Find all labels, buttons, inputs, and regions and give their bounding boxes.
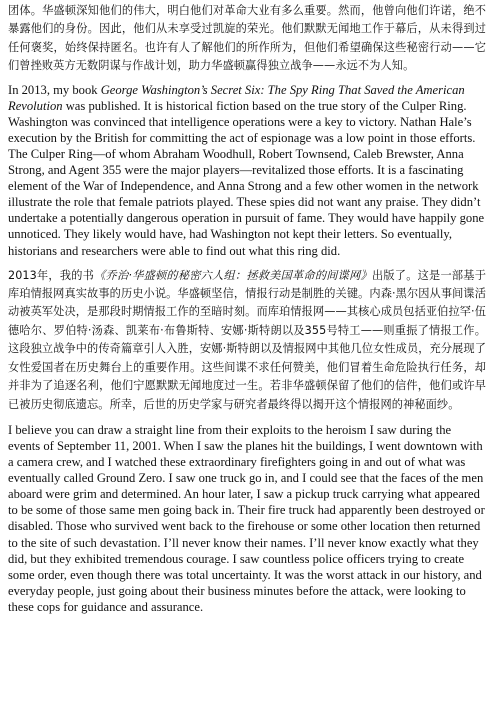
book-title-english: George Washington’s Secret Six: The Spy Ring That Saved the American Revolution bbox=[8, 82, 465, 113]
cn-book-text-before: 2013年，我的书 bbox=[8, 268, 95, 282]
english-paragraph-september-11: I believe you can draw a straight line from their exploits to the heroism I saw during the events of September 11, 2001. When I saw the planes hit the buildings, I went downtown with a camera crew, and I watched these extraordinary firefighters going in and out of what was eventually called Ground Zero. I saw one truck go in, and I could see that the faces of the men aboard were grim and determined. An hour later, I saw a pickup truck carrying what appeared to be some of those same men going back in. Their fire truck had apparently been destroyed or disabled. Those who survived went back to the firehouse or some other location then returned to the site of such devastation. I’ll never know their names. I’ll never know exactly what they did, but they exhibited tremendous courage. I saw countless police officers trying to create some order, even though there was total uncertainty. It was the worst attack in our history, and everyday people, just going about their business minutes before the attack, were looking to these cops for guidance and assurance. bbox=[8, 422, 485, 614]
document-page bbox=[8, 0, 486, 615]
book-text-after: was published. It is historical fiction based on the true story of the Culper Ring. Washington was convinced that intelligence operations were a key to victory. Nathan Hale’s execution by the British for committing the act of espionage was a low point in those efforts. The Culper Ring—of whom Abraham Woodhull, Robert Townsend, Caleb Brewster, Anna Strong, and Agent 355 were the major players—revitalized those efforts. It is a fascinating element of the War of Independence, and Anna Strong and a few other women in the network illustrate the role that female patriots played. These spies did not want any praise. They didn’t undertake a potentially dangerous operation in pursuit of fame. They would have happily gone unnoticed. They likely would have, had Washington not kept their letters. So eventually, historians and researchers were able to find out what this ring did. bbox=[8, 98, 485, 258]
cn-book-text-after: 出版了。这是一部基于库珀情报网真实故事的历史小说。华盛顿坚信，情报行动是制胜的关键。内森·黑尔因从事间谍活动被英军处决，是那段时期情报工作的至暗时刻。而库珀情报网——其核心成员包括亚伯拉罕·伍德哈尔、罗伯特·汤森、凯莱布·布鲁斯特、安娜·斯特朗以及355号特工——则重振了情报工作。这段独立战争中的传奇篇章引人入胜，安娜·斯特朗以及情报网中其他几位女性成员，充分展现了女性爱国者在历史舞台上的重要作用。这些间谍不求任何赞美，他们冒着生命危险执行任务，却并非为了追逐名利，他们宁愿默默无闻地度过一生。若非华盛顿保留了他们的信件，他们或许早已被历史彻底遗忘。所幸，后世的历史学家与研究者最终得以揭开这个情报网的神秘面纱。 bbox=[8, 268, 487, 411]
english-paragraph-book bbox=[8, 82, 486, 259]
chinese-paragraph-book bbox=[8, 267, 486, 414]
book-title-chinese: 《乔治·华盛顿的秘密六人组：拯救美国革命的间谍网》 bbox=[94, 268, 372, 282]
book-text-before: In 2013, my book bbox=[8, 82, 101, 97]
chinese-paragraph-intro: 团体。华盛顿深知他们的伟大，明白他们对革命大业有多么重要。然而，他曾向他们许诺，绝不暴露他们的身份。因此，他们从未享受过凯旋的荣光。他们默默无闻地工作于幕后，从未得到过任何褒奖，始终保持匿名。也许有人了解他们的所作所为，但他们希望确保这些秘密行动——它们曾挫败英方无数阴谋与作战计划，助力华盛顿赢得独立战争——永远不为人知。 bbox=[8, 4, 486, 73]
